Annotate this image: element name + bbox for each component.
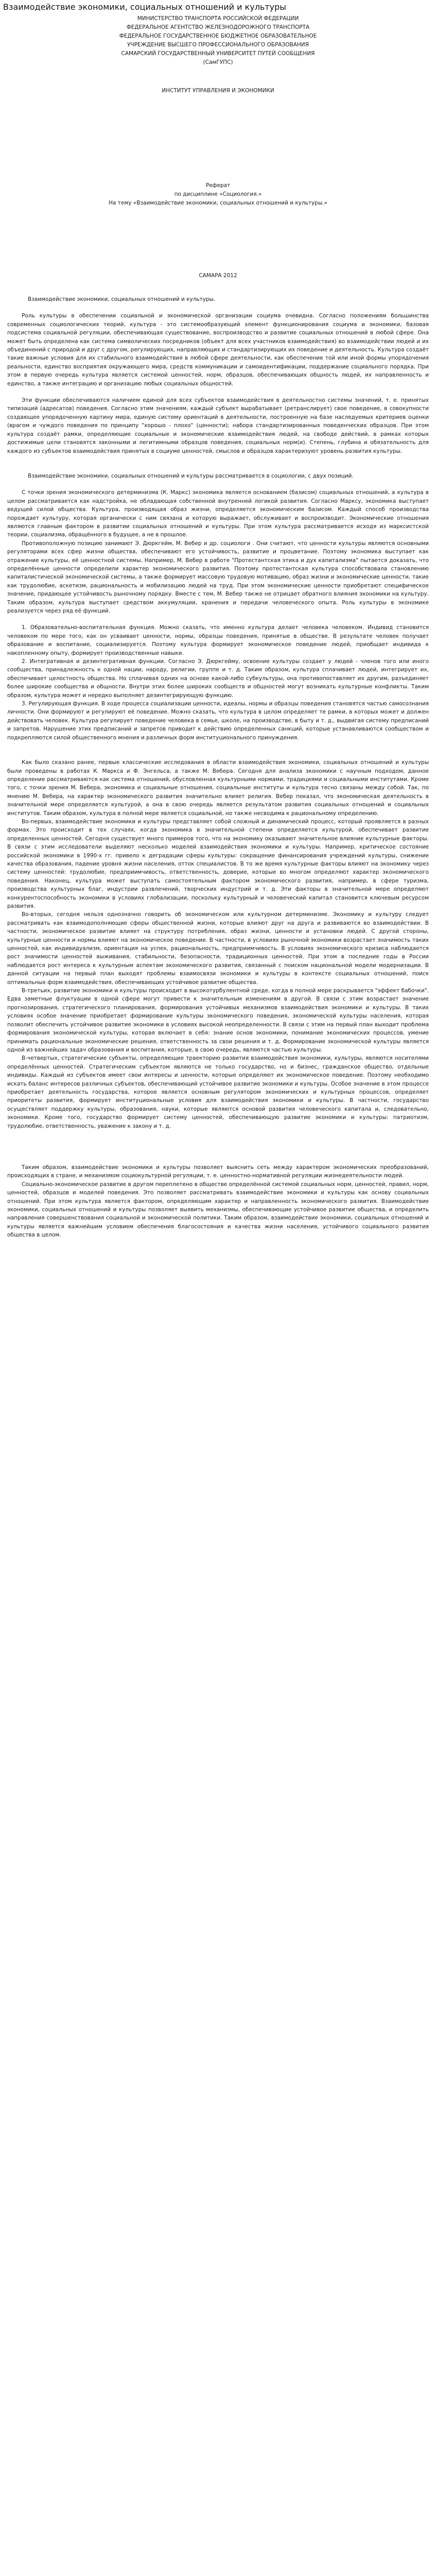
document-title: Взаимодействие экономики, социальных отношений и культуры <box>3 2 286 12</box>
institute-name: ИНСТИТУТ УПРАВЛЕНИЯ И ЭКОНОМИКИ <box>162 88 274 94</box>
paragraph: Во-первых, взаимодействие экономики и культуры представляет собой сложный и динамический процесс, который проявляется в разных формах. Это происходит в тех случаях, когда экономика в значительной степени определяется культурой, обеспечивает развитие определенных ценностей. Сегодня существует много примеров того, что на экономику оказывают значительное влияние культурные факторы. В связи с этим исследователи выделяют несколько моделей взаимодействия экономики и культуры. Например, критическое состояние российской экономики в 1990-х гг. привело к деградации сферы культуры: сокращение финансирования учреждений культуры, снижение качества образования, падение уровня жизни населения, отток специалистов. В то же время культурные факторы влияют на экономику через систему ценностей: трудолюбие, предприимчивость, ответственность, доверие, которые во многом определяют характер экономического поведения. Наконец, культура может выступать самостоятельным фактором экономического развития, например, в сфере туризма, производства культурных благ, индустрии развлечений, творческих индустрий и т. д. Эти факторы в значительной мере определяют конкурентоспособность экономики в условиях глобализации, поскольку культурный и человеческий капитал становится ключевым ресурсом развития. <box>7 818 429 909</box>
essay-info <box>0 181 436 208</box>
ministry-header <box>0 12 436 67</box>
header-line: УЧРЕЖДЕНИЕ ВЫСШЕГО ПРОФЕССИОНАЛЬНОГО ОБРАЗОВАНИЯ <box>127 42 309 48</box>
paragraph: Во-вторых, сегодня нельзя однозначно говорить об экономическом или культурном детерминизме. Экономику и культуру следует рассматривать как взаимодополняющие сферы общественной жизни, которые влияют друг на друга и развиваются во взаимодействии. В частности, экономическое развитие влияет на структуру потребления, образ жизни, ценности и установки людей. С другой стороны, культурные ценности и нормы влияют на экономическое поведение. В частности, в условиях рыночной экономики возрастает значимость таких ценностей, как индивидуализм, ориентация на успех, рациональность, предприимчивость. В условиях экономического кризиса наблюдается рост значимости ценностей выживания, стабильности, безопасности, традиционных ценностей. При этом в последние годы в России наблюдается рост интереса к культурным аспектам экономического развития, связанный с поиском национальной модели модернизации. В данной ситуации на первый план выходят проблемы взаимосвязи экономики и культуры в контексте социальных отношений, поиск оптимальных форм взаимодействия, обеспечивающих устойчивое развитие общества. <box>7 911 429 986</box>
header-line: САМАРСКИЙ ГОСУДАРСТВЕННЫЙ УНИВЕРСИТЕТ ПУТЕЙ СООБЩЕНИЯ <box>121 50 315 57</box>
paragraph: В-третьих, развитие экономики и культуры происходит в высокотурбулентной среде, когда в полной мере раскрывается "эффект бабочки". Едва заметные флуктуации в одной сфере могут привести к значительным изменениям в другой. В связи с этим возрастает значение прогнозирования, стратегического планирования, формирования устойчивых механизмов взаимодействия экономики и культуры. В таких условиях особое значение приобретает формирование культуры экономического поведения, экономической культуры населения, которая позволит обеспечить устойчивое развитие экономики в условиях высокой неопределенности. В связи с этим на первый план выходит проблема формирования экономической культуры, которая включает в себя: знание основ экономики, понимание экономических процессов, умение принимать рациональные экономические решения, ответственность за свои решения и т. д. Формирование экономической культуры является одной из важнейших задач образования и воспитания, которые, в свою очередь, являются частью культуры. <box>7 988 429 1053</box>
paragraph: С точки зрения экономического детерминизма (К. Маркс) экономика является основанием (базисом) социальных отношений, а культура в целом рассматривается как надстройка, не обладающая собственной внутренней логикой развития. Согласно Марксу, экономика выступает ведущей силой общества. Культура, производящая образ жизни, определяется экономическим базисом. Каждый способ производства порождает культуру, которая органически с ним связана и которую выражает, обслуживает и воспроизводит. Экономические отношения являются главным фактором в развитии социальных отношений и культуры. При этом культура рассматривается исходя из марксистской теории, социализма, обращённого в будущее, а не в прошлое. <box>7 489 429 538</box>
header-line: (СамГУПС) <box>203 59 233 65</box>
paragraph: В-четвертых, стратегические субъекты, определяющие траекторию развития взаимодействия экономики, культуры, являются носителями определённых ценностей. Стратегическим субъектом являются не только государство, но и бизнес, гражданское общество, отдельные индивиды. Каждый из субъектов имеет свои интересы и ценности, которые определяют их экономическое поведение. Поэтому необходимо искать баланс интересов различных субъектов, обеспечивающий устойчивое развитие экономики и культуры. Особое значение в этом процессе приобретает деятельность государства, которое является основным регулятором экономических и культурных процессов, определяет приоритеты развития, формирует институциональные условия для взаимодействия экономики и культуры. В частности, государство осуществляет поддержку культуры, образования, науки, которые являются основой развития человеческого капитала и, следовательно, экономики. Кроме того, государство формирует систему ценностей, обеспечивающую развитие экономики и культуры: патриотизм, трудолюбие, ответственность, уважение к закону и т. д. <box>7 1055 429 1129</box>
content-title: Взаимодействие экономики, социальных отношений и культуры. <box>28 296 216 302</box>
paragraph: Таким образом, взаимодействие экономики и культуры позволяет выяснить сеть между характером экономических преобразований, происходящих в стране, и механизмом социокультурной регуляции, т. е. ценностно-нормативной регуляции жизнедеятельности людей. <box>7 1164 429 1179</box>
paragraph: Противоположную позицию занимают Э. Дюркгейм, М. Вебер и др. социологи . Они считают, что ценности культуры являются основными регуляторами всех сфер жизни общества, обеспечивают его устойчивость, развитие и процветание. Поэтому экономика выступает как отражение культуры, её ценностной системы. Например, М. Вебер в работе "Протестантская этика и дух капитализма" пытается доказать, что определённые ценности определили характер экономического развития. Поэтому протестантская культура способствовала становлению капиталистической экономической системы, а также формирует массовую трудовую мотивацию, образ жизни и экономические ценности, такие как трудолюбие, аскетизм, рациональность и мобилизацию людей на труд. При этом экономические ценности приобретают специфическое значение, придающее устойчивость рыночному порядку. Вместе с тем, М. Вебер также не отрицает обратного влияния экономики на культуру. Таким образом, культура выступает средством аккумуляции, хранения и передачи человеческого опыта. Роль культуры в экономике реализуется через ряд её функций. <box>7 540 429 614</box>
paragraph: Как было сказано ранее, первые классические исследования в области взаимодействия экономики, социальных отношений и культуры были проведены в работах К. Маркса и Ф. Энгельса, а также М. Вебера. Сегодня для анализа экономики с научным подходом, данное определение рассматриваются как система отношений, обусловленная культурными нормами, традициями и социальными институтами. Кроме того, с точки зрения М. Вебера, экономика и социальные отношения, социальные институты и культура тесно связаны между собой. Так, по мнению М. Вебера, на характер экономического развития значительно влияет религия. Вебер показал, что экономическая деятельность в значительной мере определяется культурой, а она в свою очередь является результатом развития социальных отношений и социальных институтов. Таким образом, культура в полной мере является социальной, но также несводима к рациональному определению. <box>7 759 429 817</box>
essay-discipline: по дисциплине «Социология.» <box>174 191 262 197</box>
paragraph: Социально-экономическое развитие в другом переплетено в обществе определённой системой социальных норм, ценностей, правил, норм, ценностей, образцов и моделей поведения. Это позволяет рассматривать взаимодействие экономики и культуры как основу социальных отношений. При этом культура является фактором, определяющим характер и направленность экономического развития. Взаимодействие экономики, социальных отношений и культуры позволяет выявить механизмы, обеспечивающие устойчивое развитие общества, и определить направления совершенствования социальной и экономической политики. Таким образом, взаимодействие экономики, социальных отношений и культуры является важнейшим условием обеспечения благосостояния и качества жизни населения, устойчивого социального развития общества в целом. <box>7 1181 429 1239</box>
header-line: ФЕДЕРАЛЬНОЕ АГЕНТСТВО ЖЕЛЕЗНОДОРОЖНОГО ТРАНСПОРТА <box>126 24 310 30</box>
function-paragraph: 2. Интегративная и дезинтегративная функции. Согласно Э. Дюркгейму, освоение культуры создает у людей - членов того или иного сообщества, принадлежность к одной нации, народу, религии, группе и т. д. Таким образом, культура сплачивает людей, интегрирует их, обеспечивает целостность общества. Но сплачивая одних на основе какой-либо субкультуры, она противопоставляет их другим, разъединяет более широкие сообщества и общности. Внутри этих более широких сообществ и общностей могут возникать культурные конфликты. Таким образом, культура может и нередко выполняет дезинтегрирующую функцию. <box>7 658 429 699</box>
function-paragraph: 3. Регулирующая функция. В ходе процесса социализации ценности, идеалы, нормы и образцы поведения становятся частью самосознания личности. Они формируют и регулируют её поведение. Можно сказать, что культура в целом определяет те рамки, в которых может и должен действовать человек. Культура регулирует поведение человека в семье, школе, на производстве, в быту и т. д., выдвигая систему предписаний и запретов. Нарушение этих предписаний и запретов приводит к действию определенных санкций, которые устанавливаются сообществом и подкрепляются силой общественного мнения и различных форм институционального принуждения. <box>7 701 429 741</box>
paragraph: Роль культуры в обеспечении социальной и экономической организации социума очевидна. Согласно положениям большинства современных социологических теорий, культура - это системообразующий элемент функционирования социума и экономики, базовая подсистема социальной регуляции, обеспечивающая существование, воспроизводство и развитие социальных отношений в любой сфере. Она может быть определена как система символических посредников (объект для всех участников взаимодействия) во взаимодействии людей и их объединений с природой и друг с другом, регулирующих, направляющих и стандартизирующих их поведение и деятельность. Культура создаёт такие важные условия для их стабильного взаимодействия в любой сфере деятельности, как обеспечение той или иной формы упорядочения реальности, единство восприятия окружающего мира, средств коммуникации и самоидентификации, поддержание социального порядка. При этом в первую очередь культура является системой ценностей, норм, образцов, обеспечивающих общность людей, их направленность и единство, а также интеграцию и организацию любых социальных общностей. <box>7 313 429 387</box>
document-body <box>0 279 436 1240</box>
essay-topic: На тему «Взаимодействие экономики, социальных отношений и культуры.» <box>109 200 327 206</box>
function-paragraph: 1. Образовательно-воспитательная функция. Можно сказать, что именно культура делает человека человеком. Индивид становится человеком по мере того, как он усваивает ценности, нормы, образцы поведения, принятые в обществе. В результате человек получает образование и воспитание, социализируется. Поэтому культура формирует экономическое поведение людей, приобщает индивида к накопленному опыту, формирует производственные навыки. <box>7 624 429 656</box>
header-line: ФЕДЕРАЛЬНОЕ ГОСУДАРСТВЕННОЕ БЮДЖЕТНОЕ ОБРАЗОВАТЕЛЬНОЕ <box>119 33 317 39</box>
city-year: САМАРА 2012 <box>199 273 237 279</box>
section-subtitle: Взаимодействие экономики, социальных отношений и культуры рассматривается в социологии, с двух позиций. <box>28 472 354 479</box>
header-line: МИНИСТЕРСТВО ТРАНСПОРТА РОССИЙСКОЙ ФЕДЕРАЦИИ <box>137 15 299 22</box>
essay-label: Реферат <box>205 182 231 189</box>
paragraph: Эти функции обеспечиваются наличием единой для всех субъектов взаимодействия в деятельностно системы значений, т. е. принятых типизаций (адресатов) поведения. Согласно этим значениям, каждый субъект вырабатывает (ретранслирует) свое поведение, в совокупности создающее упорядоченную картину мира, единую систему ориентаций в деятельности, построенную на базе наследуемых критериев оценки (врагом и чуждого поведения по принципу "хорошо - плохо" (ценности); набора стандартизированных поведенческих образцов. При этом культура создаёт рамки, определяющие социальные и экономические взаимодействия людей, на свободе действий, в рамках которых достижимые цели становятся законными и легитимными образцов поведения, социальных норм(и). Степень, глубина и обязательность для каждого из субъектов взаимодействия принятых в социуме ценностей, смыслов и образцов характеризуют уровень развития культуры. <box>7 397 429 454</box>
